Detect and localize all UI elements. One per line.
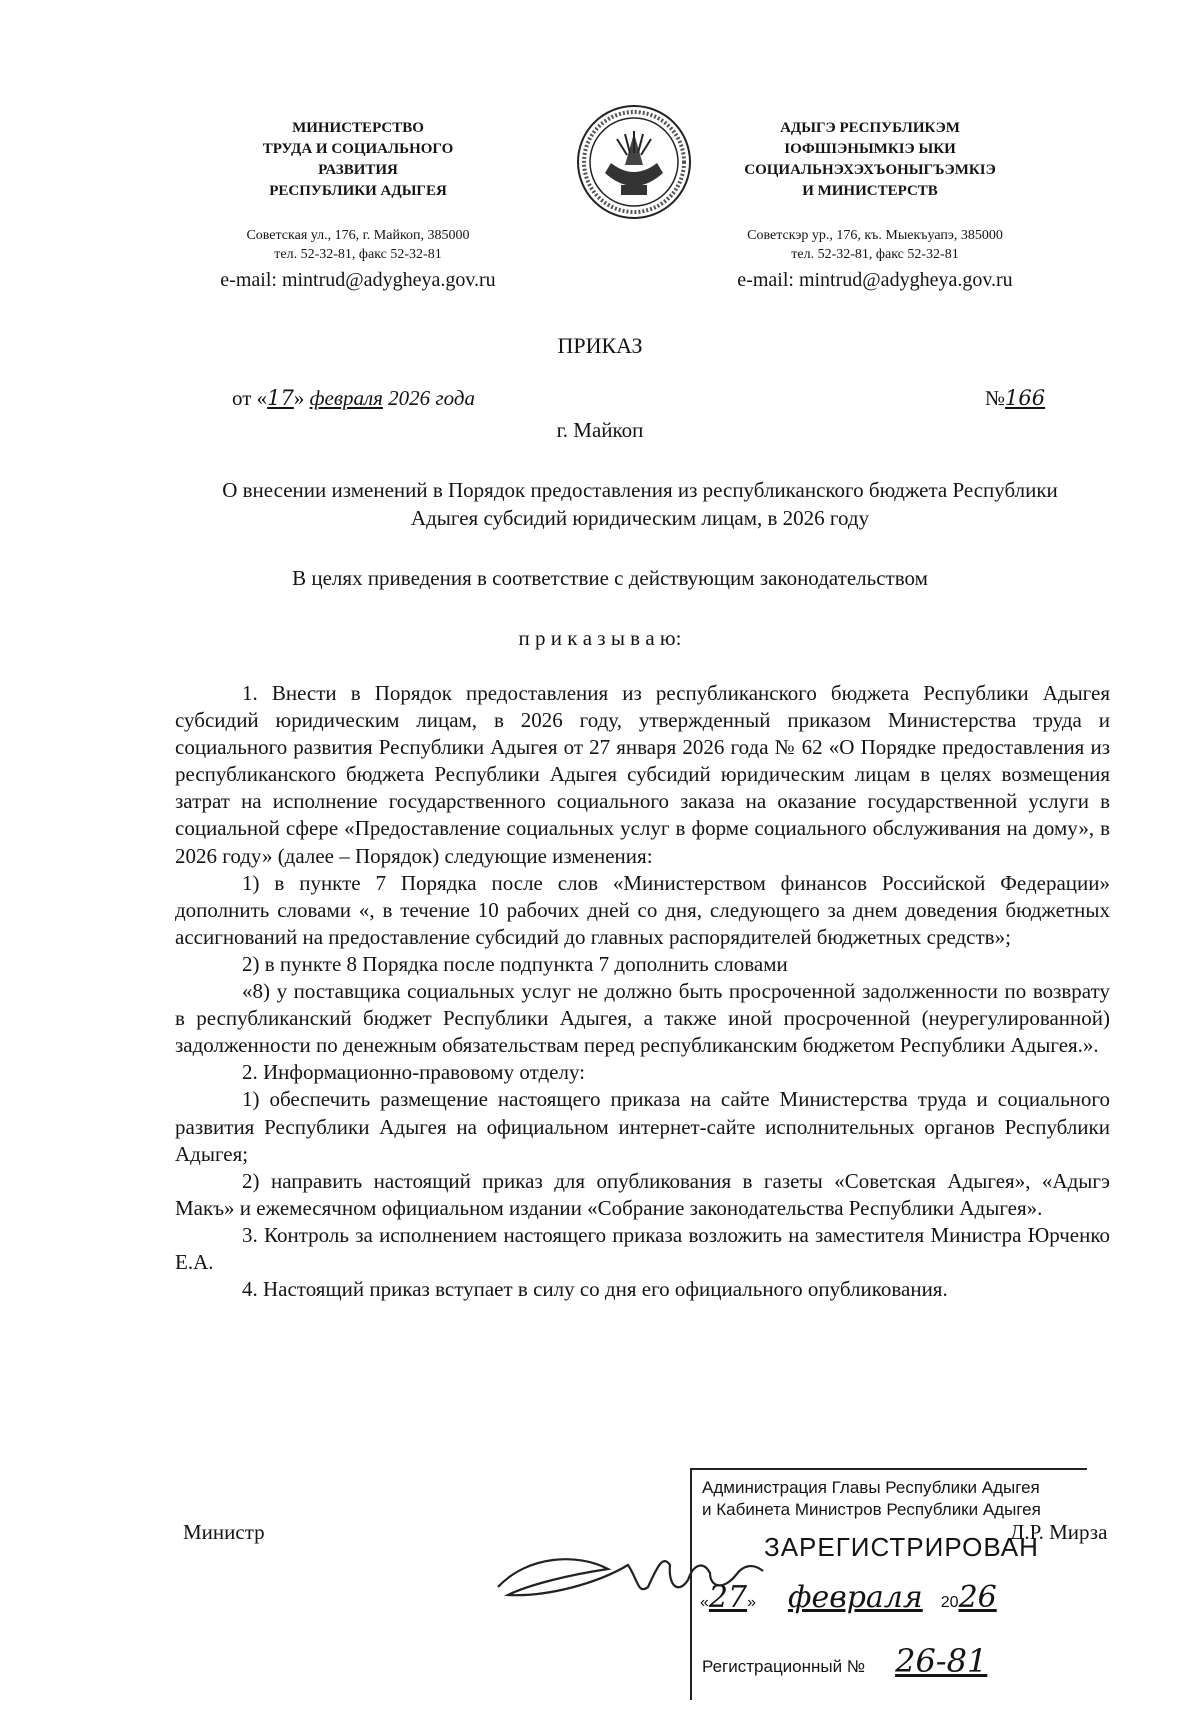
emblem-seal — [575, 103, 693, 221]
ministry-name-line: МИНИСТЕРСТВО — [292, 120, 424, 136]
stamp-year-suffix: 26 — [958, 1580, 997, 1615]
document-date — [232, 386, 475, 411]
number-value: 166 — [1005, 386, 1046, 410]
stamp-line: и Кабинета Министров Республики Адыгея — [702, 1500, 1041, 1519]
signatory-name: Д.Р. Мирза — [1010, 1520, 1108, 1544]
phone-line: тел. 52-32-81, факс 52-32-81 — [274, 247, 442, 262]
ministry-address-ru — [198, 226, 518, 264]
body-text — [175, 680, 1110, 1303]
stamp-date: «27» февраля 2026 — [700, 1580, 997, 1615]
number-prefix: № — [985, 386, 1006, 410]
stamp-reg-number: 26-81 — [895, 1642, 988, 1680]
ministry-name-ady — [680, 118, 1060, 202]
city: г. Майкоп — [556, 418, 644, 442]
stamp-reg-label: Регистрационный № — [702, 1657, 866, 1676]
coat-of-arms-icon — [575, 103, 693, 221]
paragraph: 2. Информационно-правовому отделу: — [242, 1060, 586, 1085]
paragraph: 4. Настоящий приказ вступает в силу со дня его официального опубликования. — [242, 1277, 948, 1302]
stamp-reg-row — [702, 1642, 987, 1680]
address-line: Советская ул., 176, г. Майкоп, 385000 — [246, 228, 470, 243]
stamp-registered: ЗАРЕГИСТРИРОВАН — [764, 1532, 1039, 1562]
ministry-name-line: ТРУДА И СОЦИАЛЬНОГО — [262, 141, 454, 157]
paragraph: 1) в пункте 7 Порядка после слов «Министерством финансов Российской Федерации» дополнить словами «, в течение 10 рабочих дней со дня, следующего за днем доведения бюджетных ассигнований на предоставление субсидий до главных распорядителей бюджетных средств»; — [175, 870, 1110, 949]
ministry-email-ru: e-mail: mintrud@adygheya.gov.ru — [220, 269, 496, 291]
document-number — [985, 386, 1045, 411]
preamble: В целях приведения в соответствие с действующим законодательством — [292, 566, 928, 590]
date-mid: » — [293, 386, 310, 410]
stamp-line: Администрация Главы Республики Адыгея — [702, 1478, 1040, 1497]
address-line: Советскэр ур., 176, къ. Мыекъуапэ, 385000 — [747, 228, 1003, 243]
subject: О внесении изменений в Порядок предоставления из республиканского бюджета Республики Адыгея субсидий юридическим лицам, в 2026 году — [222, 478, 1058, 530]
stamp-day: 27 — [708, 1580, 748, 1615]
document-type: ПРИКАЗ — [557, 333, 643, 358]
ministry-name-ru — [208, 118, 508, 202]
stamp-month: февраля — [788, 1580, 923, 1615]
paragraph: 2) в пункте 8 Порядка после подпункта 7 дополнить словами — [242, 951, 788, 976]
date-day: 17 — [267, 386, 294, 410]
ministry-name-line: ІОФШІЭНЫМКІЭ ЫКИ — [784, 141, 956, 157]
ministry-name-line: И МИНИСТЕРСТВ — [802, 183, 938, 199]
stamp-year-prefix: 20 — [940, 1594, 959, 1611]
date-month: февраля — [309, 386, 383, 410]
ministry-email-ady: e-mail: mintrud@adygheya.gov.ru — [737, 269, 1013, 291]
ministry-name-line: АДЫГЭ РЕСПУБЛИКЭМ — [780, 120, 960, 136]
signatory-title: Министр — [183, 1520, 265, 1544]
paragraph: 3. Контроль за исполнением настоящего приказа возложить на заместителя Министра Юрченко Е.А. — [175, 1222, 1110, 1274]
order-word: п р и к а з ы в а ю: — [518, 626, 682, 650]
date-year: 2026 года — [382, 386, 475, 410]
registration-stamp — [690, 1468, 1087, 1700]
date-prefix: от « — [232, 386, 268, 410]
paragraph: «8) у поставщика социальных услуг не должно быть просроченной задолженности по возврату в республиканский бюджет Республики Адыгея, а также иной просроченной (неурегулированной) задолженности по денежным обязательствам перед республиканским бюджетом Республики Адыгея.». — [175, 979, 1110, 1058]
ministry-address-ady — [710, 226, 1040, 264]
phone-line: тел. 52-32-81, факс 52-32-81 — [791, 247, 959, 262]
ministry-name-line: РАЗВИТИЯ — [318, 162, 398, 178]
paragraph: 1. Внести в Порядок предоставления из республиканского бюджета Республики Адыгея субсидий юридическим лицам, в 2026 году, утвержденный приказом Министерства труда и социального развития Республики Адыгея от 27 января 2026 года № 62 «О Порядке предоставления из республиканского бюджета Республики Адыгея субсидий юридическим лицам в целях возмещения затрат на исполнение государственного социального заказа на оказание государственной услуги в социальной сфере «Предоставление социальных услуг в форме социального обслуживания на дому», в 2026 году» (далее – Порядок) следующие изменения: — [175, 681, 1110, 868]
ministry-name-line: РЕСПУБЛИКИ АДЫГЕЯ — [269, 183, 447, 199]
ministry-name-line: СОЦИАЛЬНЭХЭХЪОНЫГЪЭМКІЭ — [744, 162, 996, 178]
paragraph: 1) обеспечить размещение настоящего приказа на сайте Министерства труда и социального развития Республики Адыгея на официальном интернет-сайте исполнительных органов Республики Адыгея; — [175, 1087, 1110, 1166]
paragraph: 2) направить настоящий приказ для опубликования в газеты «Советская Адыгея», «Адыгэ Макъ» и ежемесячном официальном издании «Собрание законодательства Республики Адыгея». — [175, 1168, 1110, 1220]
